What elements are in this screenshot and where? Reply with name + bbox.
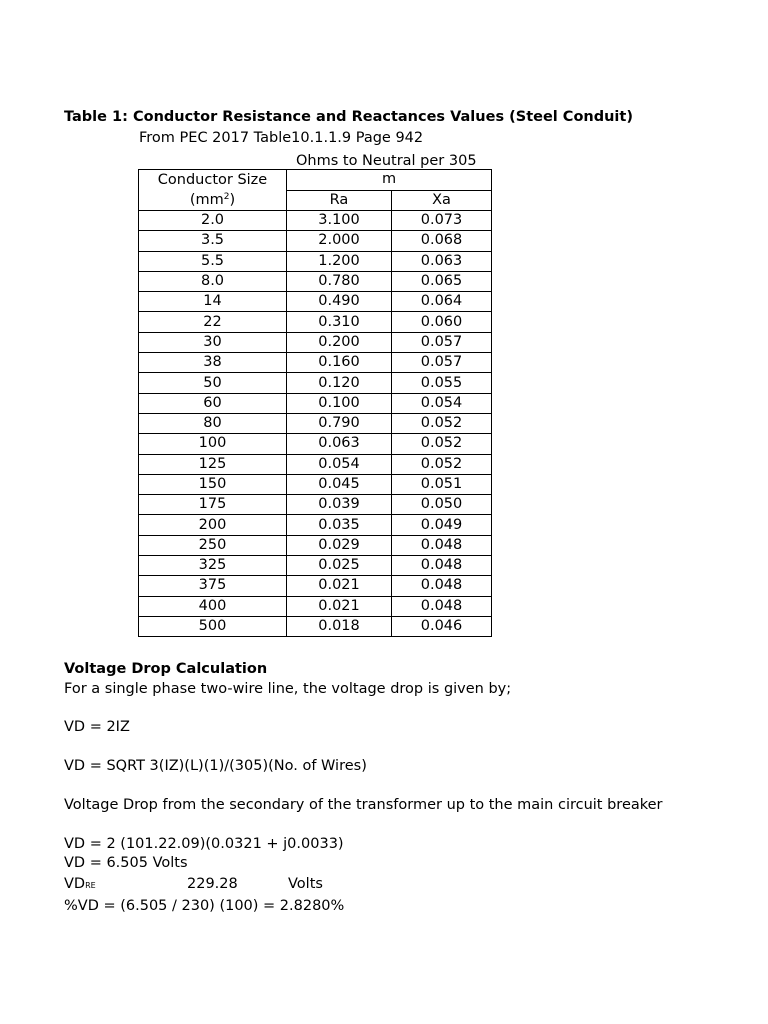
table-row [139,474,492,494]
voltage-drop-heading: Voltage Drop Calculation [64,661,268,677]
table-row [139,576,492,596]
cell-size: 400 [139,596,287,616]
cell-xa: 0.048 [392,596,492,616]
formula-vd-2iz: VD = 2IZ [64,719,130,735]
cell-xa: 0.048 [392,556,492,576]
cell-xa: 0.049 [392,515,492,535]
cell-xa: 0.068 [392,231,492,251]
cell-ra: 0.780 [287,271,392,291]
cell-size: 500 [139,616,287,636]
vdre-label-main: VD [64,876,86,892]
cell-ra: 0.035 [287,515,392,535]
cell-size: 100 [139,434,287,454]
cell-xa: 0.065 [392,271,492,291]
calc-line-2: VD = 6.505 Volts [64,855,188,871]
cell-ra: 0.490 [287,292,392,312]
cell-size: 3.5 [139,231,287,251]
cell-ra: 0.160 [287,353,392,373]
cell-ra: 0.063 [287,434,392,454]
cell-size: 375 [139,576,287,596]
vdre-label-sub: RE [85,881,96,890]
cell-ra: 0.039 [287,495,392,515]
cell-size: 2.0 [139,211,287,231]
table-row [139,271,492,291]
percent-vd: %VD = (6.505 / 230) (100) = 2.8280% [64,898,345,914]
table-source: From PEC 2017 Table10.1.1.9 Page 942 [139,130,424,146]
cell-ra: 3.100 [287,211,392,231]
cell-size: 38 [139,353,287,373]
table-row [139,556,492,576]
header-xa: Xa [392,190,492,211]
header-size-line1: Conductor Size [157,172,268,188]
header-ohms-unit: m [287,170,492,191]
cell-ra: 0.120 [287,373,392,393]
table-row [139,535,492,555]
table-row [139,231,492,251]
table-row [139,251,492,271]
table-row [139,211,492,231]
header-conductor-size [139,170,287,211]
table-row [139,596,492,616]
table-title: Table 1: Conductor Resistance and Reactances Values (Steel Conduit) [64,109,633,125]
cell-ra: 0.045 [287,474,392,494]
table-row [139,413,492,433]
table-row [139,292,492,312]
formula-vd-sqrt3: VD = SQRT 3(IZ)(L)(1)/(305)(No. of Wires) [64,758,367,774]
cell-ra: 0.200 [287,332,392,352]
table-header-row [139,170,492,191]
ohms-header-line1: Ohms to Neutral per 305 [296,153,477,169]
table-row [139,515,492,535]
cell-xa: 0.057 [392,353,492,373]
conductor-table [138,169,492,637]
cell-xa: 0.064 [392,292,492,312]
cell-ra: 0.029 [287,535,392,555]
cell-xa: 0.052 [392,413,492,433]
table-row [139,312,492,332]
cell-ra: 0.790 [287,413,392,433]
table-row [139,373,492,393]
cell-size: 50 [139,373,287,393]
cell-size: 8.0 [139,271,287,291]
cell-size: 14 [139,292,287,312]
table-row [139,616,492,636]
cell-xa: 0.063 [392,251,492,271]
cell-size: 22 [139,312,287,332]
header-size-line2: (mm [189,192,224,208]
cell-ra: 0.018 [287,616,392,636]
cell-xa: 0.046 [392,616,492,636]
cell-size: 30 [139,332,287,352]
table-row [139,332,492,352]
table-row [139,454,492,474]
cell-xa: 0.052 [392,454,492,474]
cell-size: 80 [139,413,287,433]
table-row [139,495,492,515]
cell-size: 60 [139,393,287,413]
cell-ra: 2.000 [287,231,392,251]
vdre-unit: Volts [288,876,323,892]
header-size-sup: 2 [223,192,230,202]
cell-xa: 0.055 [392,373,492,393]
cell-size: 175 [139,495,287,515]
table-row [139,353,492,373]
cell-ra: 0.100 [287,393,392,413]
header-size-close: ) [229,192,236,208]
vdre-value: 229.28 [187,876,238,892]
calc-line-1: VD = 2 (101.22.09)(0.0321 + j0.0033) [64,836,344,852]
cell-ra: 0.310 [287,312,392,332]
cell-xa: 0.048 [392,576,492,596]
cell-ra: 0.054 [287,454,392,474]
cell-size: 325 [139,556,287,576]
cell-size: 150 [139,474,287,494]
cell-xa: 0.060 [392,312,492,332]
conductor-table-body [139,170,492,637]
cell-xa: 0.052 [392,434,492,454]
table-row [139,434,492,454]
cell-xa: 0.073 [392,211,492,231]
table-row [139,393,492,413]
cell-xa: 0.050 [392,495,492,515]
header-ra: Ra [287,190,392,211]
cell-size: 250 [139,535,287,555]
cell-ra: 1.200 [287,251,392,271]
cell-xa: 0.057 [392,332,492,352]
cell-size: 5.5 [139,251,287,271]
cell-xa: 0.051 [392,474,492,494]
cell-ra: 0.025 [287,556,392,576]
cell-ra: 0.021 [287,596,392,616]
cell-ra: 0.021 [287,576,392,596]
cell-size: 200 [139,515,287,535]
cell-size: 125 [139,454,287,474]
cell-xa: 0.054 [392,393,492,413]
cell-xa: 0.048 [392,535,492,555]
voltage-drop-intro: For a single phase two-wire line, the voltage drop is given by; [64,681,512,697]
voltage-drop-description: Voltage Drop from the secondary of the transformer up to the main circuit breaker [64,797,663,813]
vdre-label [64,875,96,895]
